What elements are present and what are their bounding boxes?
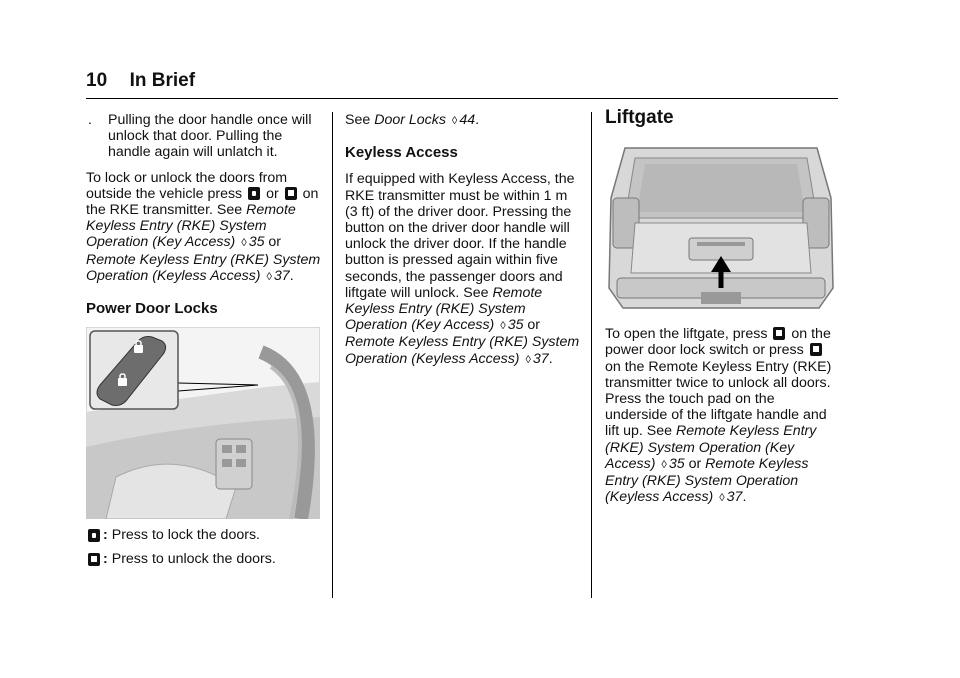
lock-caption (86, 527, 322, 543)
section-heading: Power Door Locks (86, 300, 218, 318)
page-number: 10 (86, 70, 108, 91)
power-door-lock-illustration (86, 327, 320, 519)
ref-page[interactable]: 35 (248, 234, 265, 251)
lock-text-1: To lock or unlock the doors from outside the vehicle press (86, 169, 288, 202)
ref-page[interactable]: 44 (459, 112, 476, 128)
colon: : (103, 551, 108, 568)
ref-link[interactable]: Remote Keyless Entry (RKE) System Operation (Keyless Access) (605, 455, 809, 506)
period: . (289, 267, 294, 284)
ref-arrow-icon: ◊ (719, 492, 725, 505)
ref-arrow-icon: ◊ (241, 237, 247, 250)
page-title: In Brief (129, 70, 196, 91)
bullet-item (86, 112, 322, 161)
lock-caption-text: Press to lock the doors. (111, 527, 260, 544)
lock-text-2: on the RKE transmitter. See (86, 185, 319, 219)
unlock-icon (285, 187, 297, 200)
bullet-dot: . (88, 112, 92, 128)
ref-link[interactable]: Remote Keyless Entry (RKE) System Operation (Key Access) (605, 423, 817, 472)
liftgate-illustration (605, 138, 837, 318)
liftgate-paragraph (605, 326, 839, 506)
lock-paragraph (86, 170, 322, 285)
ref-arrow-icon: ◊ (500, 320, 506, 333)
see-text: See (345, 112, 371, 128)
unlock-icon (810, 343, 822, 356)
bullet-text: Pulling the door handle once will unlock that door. Pulling the handle again will unlatch it. (108, 112, 312, 161)
column-3 (605, 107, 839, 515)
ref-arrow-icon: ◊ (451, 115, 458, 127)
unlock-caption-text: Press to unlock the doors. (111, 551, 276, 568)
column-divider-2 (591, 112, 592, 598)
header-rule (86, 98, 838, 99)
liftgate-text-3: on the Remote Keyless Entry (RKE) transmitter twice to unlock all doors. Press the touch pad on the underside of the liftgate handle and lift up. See (605, 358, 832, 440)
unlock-caption (86, 551, 322, 567)
ref-page[interactable]: 37 (726, 489, 743, 506)
column-2 (345, 112, 581, 377)
section-heading: Liftgate (605, 107, 674, 128)
liftgate-text-1: To open the liftgate, press (605, 326, 768, 343)
or-text: or (527, 317, 541, 334)
unlock-icon (773, 327, 785, 340)
page-header (86, 70, 838, 92)
liftgate-text-2: on the power door lock switch or press (605, 326, 831, 359)
ref-page[interactable]: 37 (273, 267, 290, 284)
lock-icon (88, 529, 100, 542)
ref-arrow-icon: ◊ (661, 458, 667, 471)
ref-page[interactable]: 35 (507, 317, 524, 334)
ref-page[interactable]: 37 (532, 350, 549, 367)
period: . (475, 112, 480, 128)
lock-icon (248, 187, 260, 200)
ref-link[interactable]: Door Locks (374, 112, 446, 128)
ref-link[interactable]: Remote Keyless Entry (RKE) System Operation (Keyless Access) (86, 251, 321, 284)
keyless-text: If equipped with Keyless Access, the RKE transmitter must be within 1 m (3 ft) of the driver door. Pressing the button on the driver door handle will unlock the driver door. If the handle button is pressed again within five seconds, the passenger doors and liftgate will unlock. See (345, 171, 575, 301)
unlock-icon (88, 553, 100, 566)
column-1 (86, 112, 322, 576)
ref-arrow-icon: ◊ (525, 353, 531, 366)
ref-link[interactable]: Remote Keyless Entry (RKE) System Operation (Keyless Access) (345, 334, 580, 367)
or-text: or (268, 234, 282, 251)
or-text: or (266, 185, 279, 202)
see-door-locks (345, 112, 581, 129)
ref-link[interactable]: Remote Keyless Entry (RKE) System Operation (Key Access) (345, 284, 543, 334)
period: . (548, 350, 553, 367)
column-divider-1 (332, 112, 333, 598)
or-text: or (688, 455, 702, 472)
ref-page[interactable]: 35 (668, 455, 685, 472)
ref-link[interactable]: Remote Keyless Entry (RKE) System Operation (Key Access) (86, 202, 296, 251)
colon: : (103, 527, 108, 544)
period: . (742, 489, 747, 506)
keyless-paragraph (345, 171, 581, 367)
ref-arrow-icon: ◊ (266, 270, 272, 283)
section-heading: Keyless Access (345, 144, 458, 162)
